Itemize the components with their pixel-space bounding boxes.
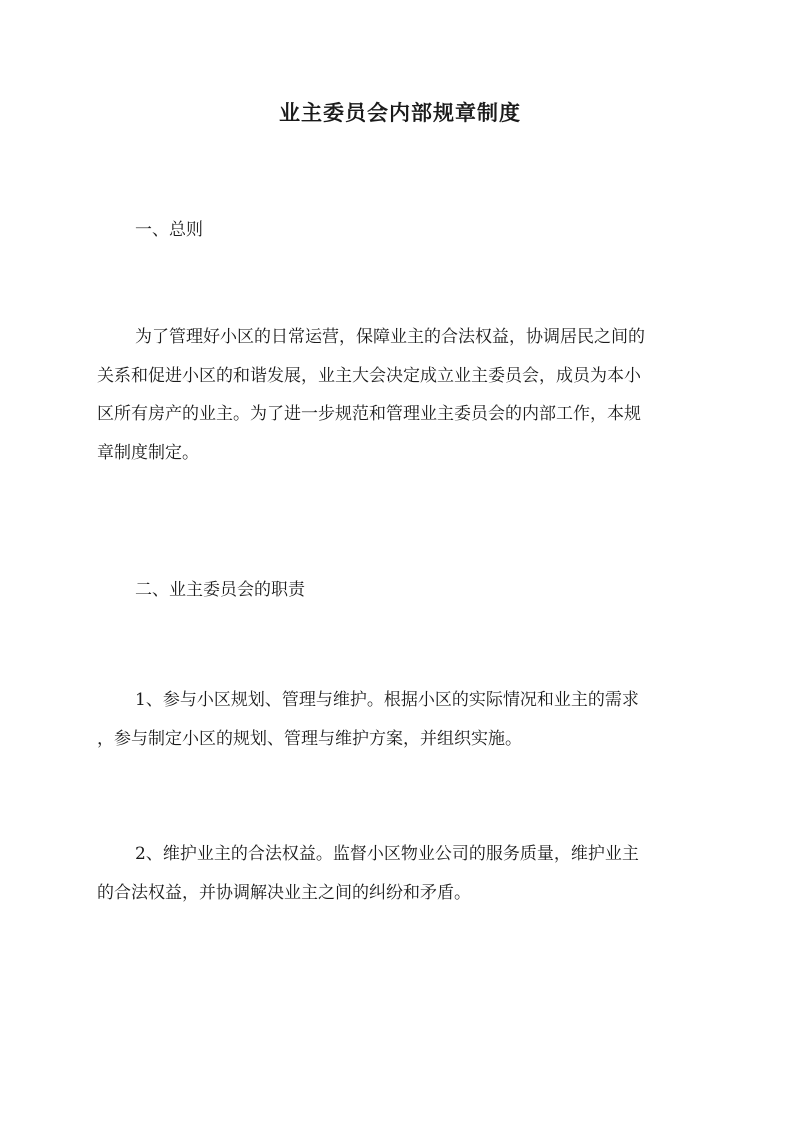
document-title: 业主委员会内部规章制度 [279, 100, 521, 125]
section-heading-duties: 二、业主委员会的职责 [135, 580, 305, 600]
section-heading-general: 一、总则 [135, 220, 203, 240]
paragraph-general-principles [97, 318, 707, 472]
paragraph-duty-1 [97, 681, 707, 758]
paragraph-line: ，参与制定小区的规划、管理与维护方案，并组织实施。 [97, 728, 522, 749]
paragraph-line: 1、参与小区规划、管理与维护。根据小区的实际情况和业主的需求 [135, 690, 639, 710]
paragraph-line: 关系和促进小区的和谐发展，业主大会决定成立业主委员会，成员为本小 [97, 365, 641, 386]
paragraph-line: 区所有房产的业主。为了进一步规范和管理业主委员会的内部工作，本规 [97, 404, 641, 424]
paragraph-duty-2 [97, 835, 707, 912]
paragraph-line: 章制度制定。 [97, 442, 199, 463]
paragraph-line: 为了管理好小区的日常运营，保障业主的合法权益，协调居民之间的 [135, 327, 645, 347]
paragraph-line: 2、维护业主的合法权益。监督小区物业公司的服务质量，维护业主 [135, 844, 639, 864]
paragraph-line: 的合法权益，并协调解决业主之间的纠纷和矛盾。 [97, 882, 471, 903]
